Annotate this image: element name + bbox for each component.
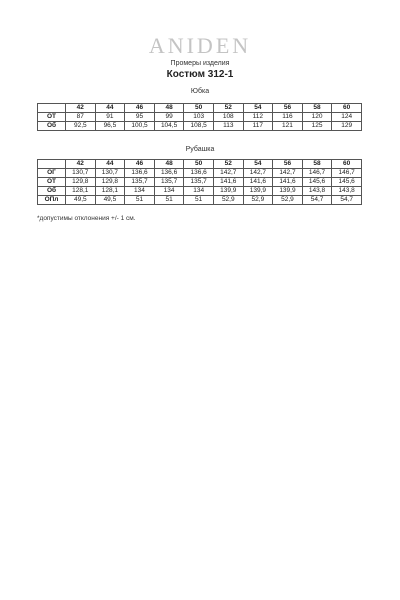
size-header-cell: 58	[302, 160, 332, 169]
size-header-cell: 52	[213, 104, 243, 113]
size-header-cell: 48	[154, 160, 184, 169]
measurement-value: 54,7	[302, 196, 332, 205]
measurement-value: 129,8	[95, 178, 125, 187]
page-title: Костюм 312-1	[166, 69, 234, 80]
measurement-value: 120	[302, 113, 332, 122]
size-header-cell: 56	[273, 160, 303, 169]
measurement-value: 145,6	[332, 178, 362, 187]
measurement-value: 141,6	[213, 178, 243, 187]
measurement-value: 51	[125, 196, 155, 205]
size-header-cell: 54	[243, 104, 273, 113]
measurement-value: 143,8	[302, 187, 332, 196]
measurement-row	[38, 169, 362, 178]
shirt-size-table	[37, 159, 362, 205]
measurement-value: 142,7	[273, 169, 303, 178]
measurement-value: 139,9	[213, 187, 243, 196]
measurement-name: ОГ	[38, 169, 66, 178]
measurement-value: 54,7	[332, 196, 362, 205]
measurement-value: 146,7	[302, 169, 332, 178]
size-header-cell: 50	[184, 104, 214, 113]
measurement-name: ОТ	[38, 113, 66, 122]
measurement-value: 135,7	[125, 178, 155, 187]
measurement-value: 143,8	[332, 187, 362, 196]
measurement-value: 130,7	[66, 169, 96, 178]
measurement-value: 128,1	[95, 187, 125, 196]
measurement-value: 128,1	[66, 187, 96, 196]
size-header-cell: 48	[154, 104, 184, 113]
measurement-value: 141,6	[273, 178, 303, 187]
measurement-value: 146,7	[332, 169, 362, 178]
measurement-value: 139,9	[243, 187, 273, 196]
measurement-value: 139,9	[273, 187, 303, 196]
size-header-cell: 50	[184, 160, 214, 169]
size-header-cell: 60	[332, 160, 362, 169]
size-header-row	[38, 104, 362, 113]
measurement-value: 52,9	[213, 196, 243, 205]
measurement-value: 129,8	[66, 178, 96, 187]
measurement-row	[38, 196, 362, 205]
size-header-cell: 60	[332, 104, 362, 113]
size-header-cell: 46	[125, 160, 155, 169]
measurement-name: Об	[38, 122, 66, 131]
measurement-name: ОПл	[38, 196, 66, 205]
measurement-value: 136,6	[154, 169, 184, 178]
size-header-cell: 52	[213, 160, 243, 169]
measurement-name: Об	[38, 187, 66, 196]
measurement-row	[38, 178, 362, 187]
corner-cell	[38, 160, 66, 169]
measurement-value: 136,6	[125, 169, 155, 178]
measurement-value: 117	[243, 122, 273, 131]
measurement-value: 95	[125, 113, 155, 122]
measurement-value: 135,7	[154, 178, 184, 187]
measurement-row	[38, 113, 362, 122]
measurement-value: 129	[332, 122, 362, 131]
brand-logo: ANIDEN	[148, 33, 252, 58]
measurement-value: 124	[332, 113, 362, 122]
size-header-cell: 54	[243, 160, 273, 169]
skirt-section-label: Юбка	[190, 88, 210, 95]
measurement-value: 49,5	[66, 196, 96, 205]
measurement-value: 141,6	[243, 178, 273, 187]
measurement-value: 142,7	[213, 169, 243, 178]
measurement-value: 52,9	[273, 196, 303, 205]
measurement-row	[38, 187, 362, 196]
measurement-value: 51	[154, 196, 184, 205]
measurement-value: 112	[243, 113, 273, 122]
measurement-value: 134	[125, 187, 155, 196]
measurement-value: 49,5	[95, 196, 125, 205]
measurement-value: 130,7	[95, 169, 125, 178]
measurement-value: 104,5	[154, 122, 184, 131]
measurement-value: 52,9	[243, 196, 273, 205]
measurement-value: 87	[66, 113, 96, 122]
size-header-cell: 56	[273, 104, 303, 113]
size-header-cell: 42	[66, 160, 96, 169]
measurement-value: 134	[184, 187, 214, 196]
measurement-value: 142,7	[243, 169, 273, 178]
size-header-cell: 42	[66, 104, 96, 113]
size-header-cell: 44	[95, 104, 125, 113]
measurement-value: 135,7	[184, 178, 214, 187]
size-header-cell: 46	[125, 104, 155, 113]
measurement-value: 113	[213, 122, 243, 131]
skirt-size-table	[37, 103, 362, 131]
measurement-value: 96,5	[95, 122, 125, 131]
measurement-value: 51	[184, 196, 214, 205]
measurement-name: ОТ	[38, 178, 66, 187]
shirt-section-label: Рубашка	[185, 146, 215, 153]
measurement-value: 121	[273, 122, 303, 131]
measurement-value: 99	[154, 113, 184, 122]
measurement-value: 92,5	[66, 122, 96, 131]
size-header-cell: 44	[95, 160, 125, 169]
measurement-value: 136,6	[184, 169, 214, 178]
measurement-value: 103	[184, 113, 214, 122]
measurement-value: 100,5	[125, 122, 155, 131]
measurement-value: 134	[154, 187, 184, 196]
measurement-value: 125	[302, 122, 332, 131]
measurement-value: 91	[95, 113, 125, 122]
tolerance-note: *допустимы отклонения +/- 1 см.	[37, 215, 136, 222]
measurement-value: 108,5	[184, 122, 214, 131]
measurement-value: 145,6	[302, 178, 332, 187]
size-header-cell: 58	[302, 104, 332, 113]
measurement-value: 116	[273, 113, 303, 122]
size-header-row	[38, 160, 362, 169]
page-subtitle: Промеры изделия	[170, 60, 230, 67]
measurement-value: 108	[213, 113, 243, 122]
measurement-row	[38, 122, 362, 131]
corner-cell	[38, 104, 66, 113]
